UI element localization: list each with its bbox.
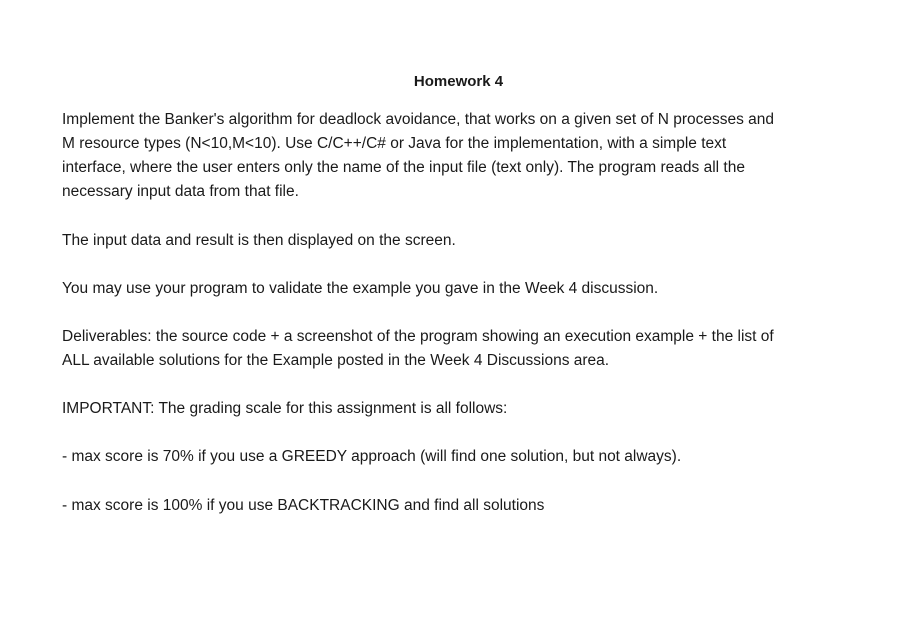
paragraph-display-note: The input data and result is then displayed on the screen. xyxy=(62,232,456,249)
paragraph-line: Deliverables: the source code + a screenshot of the program showing an execution example + the list of xyxy=(62,328,774,345)
document-title: Homework 4 xyxy=(413,73,504,90)
paragraph-line: interface, where the user enters only the name of the input file (text only). The program reads all the xyxy=(62,159,745,176)
paragraph-line: M resource types (N<10,M<10). Use C/C++/C# or Java for the implementation, with a simple text xyxy=(62,135,727,152)
paragraph-line: necessary input data from that file. xyxy=(62,183,299,200)
paragraph-line: Implement the Banker's algorithm for deadlock avoidance, that works on a given set of N processes and xyxy=(62,111,775,128)
paragraph-line: ALL available solutions for the Example posted in the Week 4 Discussions area. xyxy=(62,352,610,369)
paragraph-grading-greedy: - max score is 70% if you use a GREEDY approach (will find one solution, but not always). xyxy=(62,448,682,465)
paragraph-grading-intro: IMPORTANT: The grading scale for this assignment is all follows: xyxy=(62,400,508,417)
paragraph-validation-note: You may use your program to validate the example you gave in the Week 4 discussion. xyxy=(62,280,659,297)
paragraph-grading-backtracking: - max score is 100% if you use BACKTRACKING and find all solutions xyxy=(62,497,545,514)
paragraph-deliverables xyxy=(62,325,852,373)
paragraph-task-description xyxy=(62,108,852,204)
